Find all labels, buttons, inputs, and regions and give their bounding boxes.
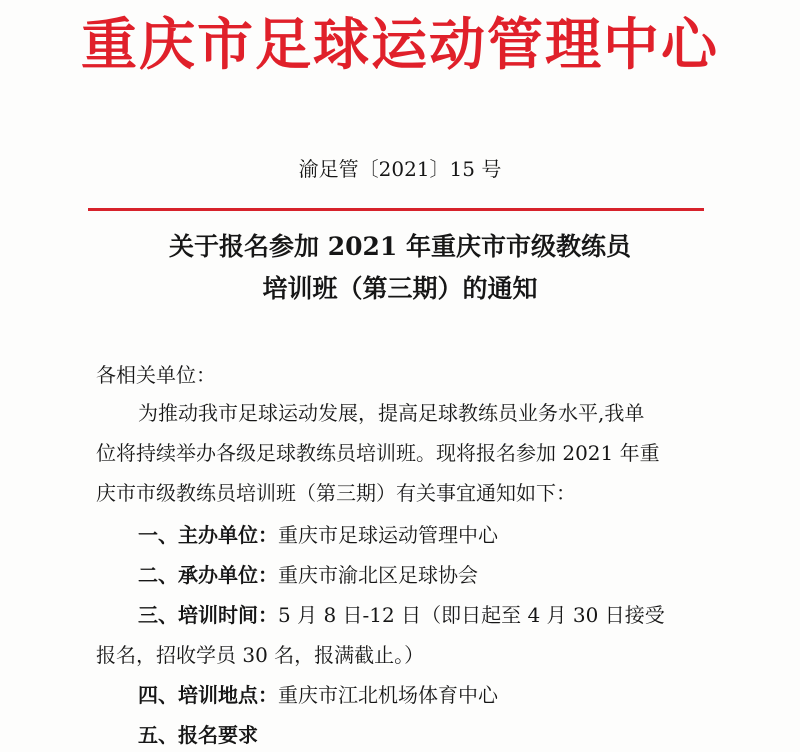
item-co-organizer-label: 二、承办单位： xyxy=(138,563,278,587)
item-registration-requirements-label: 五、报名要求 xyxy=(138,723,258,747)
red-divider-line xyxy=(88,208,704,211)
intro-paragraph-line-2: 位将持续举办各级足球教练员培训班。现将报名参加 2021 年重 xyxy=(96,441,660,465)
intro-paragraph-line-3: 庆市市级教练员培训班（第三期）有关事宜通知如下： xyxy=(96,481,576,505)
item-co-organizer xyxy=(138,562,478,588)
issuing-organization-header: 重庆市足球运动管理中心 xyxy=(81,13,719,78)
item-co-organizer-value: 重庆市渝北区足球协会 xyxy=(278,563,478,587)
item-registration-requirements xyxy=(138,722,258,748)
item-training-time xyxy=(138,602,665,628)
item-organizer-label: 一、主办单位： xyxy=(138,523,278,547)
item-organizer xyxy=(138,522,498,548)
item-training-time-label: 三、培训时间： xyxy=(138,603,278,627)
item-training-location-value: 重庆市江北机场体育中心 xyxy=(278,683,498,707)
notice-title-line-2: 培训班（第三期）的通知 xyxy=(262,274,538,303)
item-training-time-value: 5 月 8 日-12 日（即日起至 4 月 30 日接受 xyxy=(278,603,665,627)
item-training-location-label: 四、培训地点： xyxy=(138,683,278,707)
notice-title-line-1: 关于报名参加 2021 年重庆市市级教练员 xyxy=(169,232,631,261)
item-training-time-continuation: 报名，招收学员 30 名，报满截止。） xyxy=(96,643,425,667)
intro-paragraph-line-1: 为推动我市足球运动发展，提高足球教练员业务水平,我单 xyxy=(138,401,645,425)
item-training-location xyxy=(138,682,498,708)
item-organizer-value: 重庆市足球运动管理中心 xyxy=(278,523,498,547)
document-number: 渝足管〔2021〕15 号 xyxy=(298,157,502,181)
salutation: 各相关单位： xyxy=(96,363,216,387)
